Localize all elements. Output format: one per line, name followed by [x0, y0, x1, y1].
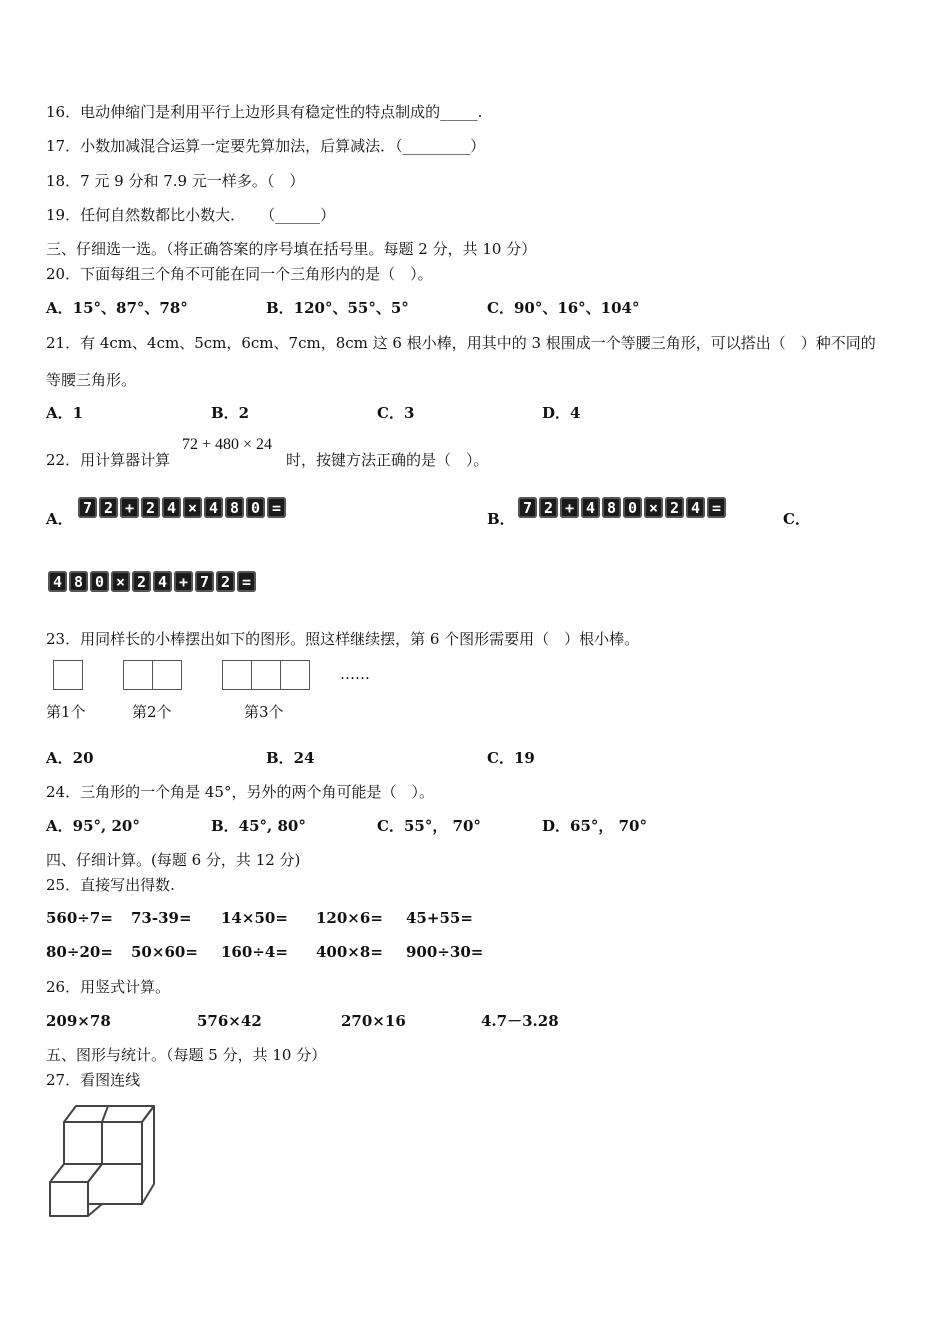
question-22-option-a-keys [78, 497, 286, 518]
calculator-key: 8 [602, 497, 621, 518]
calculator-key: 2 [99, 497, 118, 518]
vertical-calc-item: 4.7－3.28 [481, 1012, 559, 1030]
calculator-key: × [111, 571, 130, 592]
question-26-stem: 26．用竖式计算。 [46, 978, 171, 996]
calculator-key: 7 [518, 497, 537, 518]
question-21-option-c: C．3 [377, 404, 415, 422]
question-23-option-b: B．24 [266, 749, 315, 767]
calculator-key: 0 [90, 571, 109, 592]
question-20-option-b: B．120°、55°、5° [266, 299, 409, 317]
calc-item: 120×6= [316, 909, 383, 927]
question-22-expression: 72 + 480 × 24 [182, 436, 273, 453]
question-23-option-a: A．20 [46, 749, 94, 767]
figure-2-label: 第2个 [132, 703, 172, 721]
calc-item: 560÷7= [46, 909, 113, 927]
calculator-key: 4 [153, 571, 172, 592]
question-24-stem: 24．三角形的一个角是 45°，另外的两个角可能是（ ）。 [46, 783, 434, 801]
question-23-stem: 23．用同样长的小棒摆出如下的图形。照这样继续摆，第 6 个图形需要用（ ）根小棒。 [46, 630, 640, 648]
vertical-calc-item: 576×42 [197, 1012, 262, 1030]
question-24-option-b: B．45°, 80° [211, 817, 306, 835]
calc-item: 80÷20= [46, 943, 113, 961]
question-21-stem-line1: 21．有 4cm、4cm、5cm，6cm、7cm，8cm 这 6 根小棒，用其中的 3 根围成一个等腰三角形，可以搭出（ ）种不同的 [46, 334, 876, 352]
vertical-calc-item: 209×78 [46, 1012, 111, 1030]
calc-item: 45+55= [406, 909, 473, 927]
cube-stack-figure [44, 1100, 162, 1220]
question-22-option-b-keys [518, 497, 726, 518]
question-22-option-c-label: C． [783, 510, 810, 528]
calculator-key: 2 [141, 497, 160, 518]
calculator-key: × [644, 497, 663, 518]
question-24-option-c: C．55°， 70° [377, 817, 481, 835]
calculator-key: 7 [78, 497, 97, 518]
question-23-option-c: C．19 [487, 749, 535, 767]
calculator-key: 7 [195, 571, 214, 592]
figure-3-label: 第3个 [244, 703, 284, 721]
calc-item: 73-39= [131, 909, 192, 927]
question-24-option-d: D．65°， 70° [542, 817, 647, 835]
question-22-stem-post: 时，按键方法正确的是（ ）。 [286, 451, 489, 469]
question-21-option-a: A．1 [46, 404, 84, 422]
calculator-key: 4 [162, 497, 181, 518]
vertical-calc-item: 270×16 [341, 1012, 406, 1030]
calculator-key: 0 [246, 497, 265, 518]
calculator-key: 0 [623, 497, 642, 518]
calculator-key: 8 [69, 571, 88, 592]
question-22-option-a-label: A． [46, 510, 73, 528]
calculator-key: 2 [665, 497, 684, 518]
figure-1-label: 第1个 [46, 703, 86, 721]
calc-item: 160÷4= [221, 943, 288, 961]
calculator-key: 4 [581, 497, 600, 518]
figure-continuation-dots: …… [340, 665, 370, 683]
section-4-heading: 四、仔细计算。(每题 6 分，共 12 分) [46, 851, 301, 869]
calculator-key: + [560, 497, 579, 518]
calc-item: 50×60= [131, 943, 198, 961]
figure-2-squares [124, 660, 182, 690]
calculator-key: = [237, 571, 256, 592]
calculator-key: + [120, 497, 139, 518]
figure-1-squares [54, 660, 83, 690]
question-16: 16．电动伸缩门是利用平行上边形具有稳定性的特点制成的_____. [46, 103, 483, 121]
question-24-option-a: A．95°, 20° [46, 817, 140, 835]
calc-item: 14×50= [221, 909, 288, 927]
section-3-heading: 三、仔细选一选。（将正确答案的序号填在括号里。每题 2 分，共 10 分） [46, 240, 537, 258]
question-18: 18．7 元 9 分和 7.9 元一样多。（ ） [46, 172, 305, 190]
calc-item: 400×8= [316, 943, 383, 961]
question-19: 19．任何自然数都比小数大． （______） [46, 206, 336, 224]
question-20-option-c: C．90°、16°、104° [487, 299, 640, 317]
question-27-stem: 27．看图连线 [46, 1071, 141, 1089]
question-17: 17．小数加减混合运算一定要先算加法，后算减法．（_________） [46, 137, 486, 155]
question-20-option-a: A．15°、87°、78° [46, 299, 188, 317]
question-21-option-d: D．4 [542, 404, 581, 422]
calculator-key: + [174, 571, 193, 592]
question-22-stem-pre: 22．用计算器计算 [46, 451, 171, 469]
calculator-key: 4 [48, 571, 67, 592]
question-25-stem: 25．直接写出得数. [46, 876, 175, 894]
calc-item: 900÷30= [406, 943, 484, 961]
calculator-key: 2 [216, 571, 235, 592]
calculator-key: = [267, 497, 286, 518]
question-20-stem: 20．下面每组三个角不可能在同一个三角形内的是（ ）。 [46, 265, 433, 283]
calculator-key: = [707, 497, 726, 518]
calculator-key: × [183, 497, 202, 518]
calculator-key: 2 [132, 571, 151, 592]
question-21-option-b: B．2 [211, 404, 250, 422]
figure-3-squares [223, 660, 310, 690]
section-5-heading: 五、图形与统计。（每题 5 分，共 10 分） [46, 1046, 327, 1064]
calculator-key: 8 [225, 497, 244, 518]
question-22-option-b-label: B． [487, 510, 515, 528]
calculator-key: 4 [204, 497, 223, 518]
calculator-key: 4 [686, 497, 705, 518]
calculator-key: 2 [539, 497, 558, 518]
question-21-stem-line2: 等腰三角形。 [46, 371, 137, 389]
question-22-option-c-keys [48, 571, 256, 592]
